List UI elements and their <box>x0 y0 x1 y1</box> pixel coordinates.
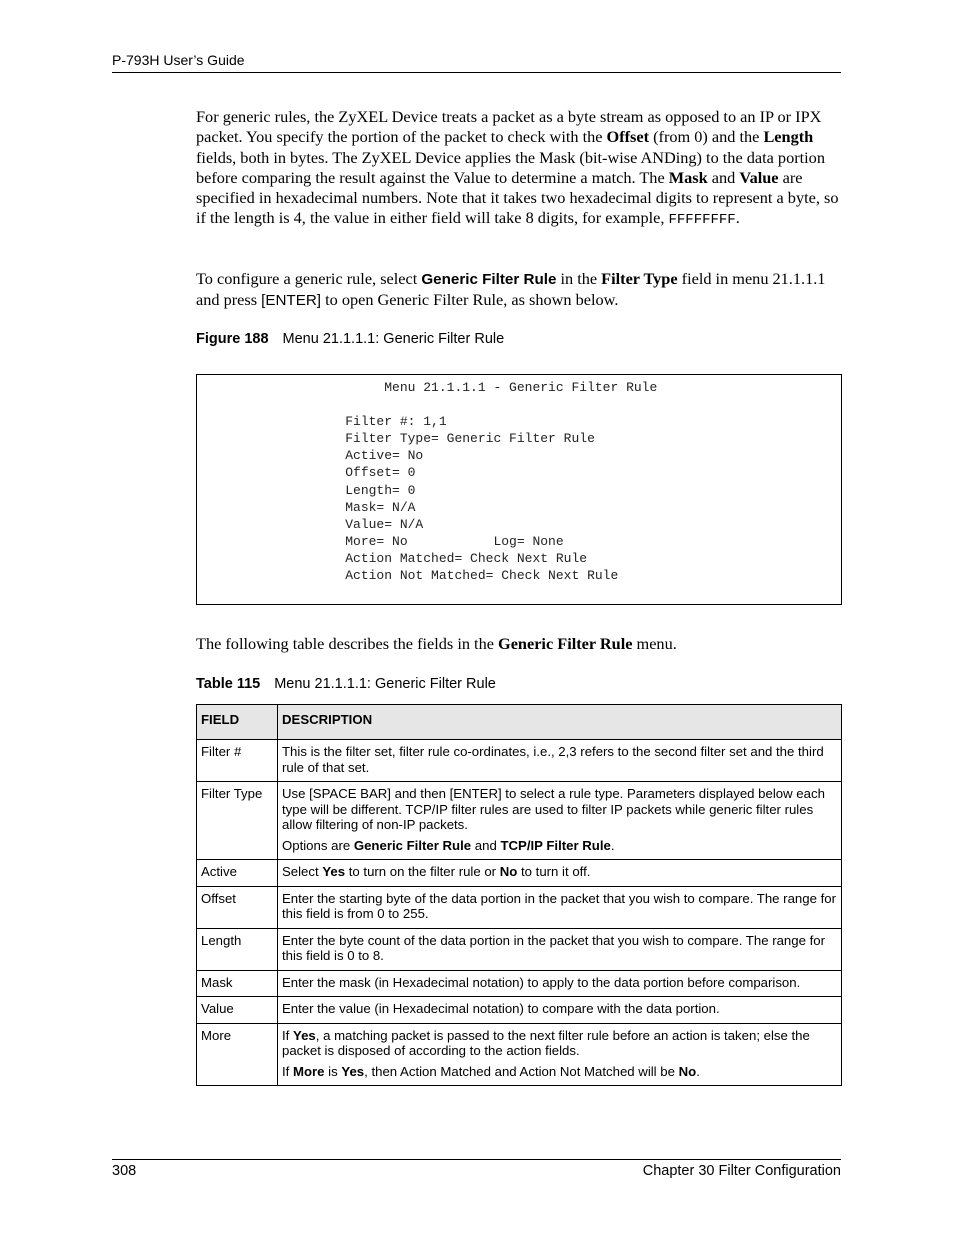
field-description-cell <box>278 997 842 1024</box>
field-description-cell <box>278 970 842 997</box>
table-row <box>197 886 842 928</box>
table-row <box>197 1023 842 1086</box>
description-paragraph: Options are Generic Filter Rule and TCP/IP Filter Rule. <box>282 837 615 853</box>
field-name-cell: Mask <box>197 970 278 997</box>
table-row <box>197 970 842 997</box>
chapter-title: Chapter 30 Filter Configuration <box>642 1163 841 1179</box>
field-name-cell: Active <box>197 860 278 887</box>
table-caption <box>196 676 496 692</box>
description-paragraph: Use [SPACE BAR] and then [ENTER] to select a rule type. Parameters displayed below each type will be different. TCP/IP filter rules are used to filter IP packets while generic filter rules allow filtering of non-IP packets. <box>282 786 825 832</box>
terminal-screen <box>196 374 842 605</box>
field-name-cell: Filter Type <box>197 782 278 860</box>
page-number: 308 <box>112 1163 137 1179</box>
figure-title: Menu 21.1.1.1: Generic Filter Rule <box>282 331 505 347</box>
intro-paragraph-2: To configure a generic rule, select Generic Filter Rule in the Filter Type field in menu 21.1.1.1 and press [ENTER] to open Generic Filter Rule, as shown below. <box>196 269 826 310</box>
field-name-cell: Offset <box>197 886 278 928</box>
fields-table <box>196 704 842 1086</box>
terminal-text: Menu 21.1.1.1 - Generic Filter Rule Filter #: 1,1 Filter Type= Generic Filter Rule Active= No Offset= 0 Length= 0 Mask= N/A Value= N/A More= No Log= None Action Matched= Check Next Rule Action Not Matched= Check Next Rule <box>345 380 658 584</box>
figure-caption <box>196 331 504 347</box>
header-field: FIELD <box>197 705 278 740</box>
guide-title: P-793H User’s Guide <box>112 52 245 68</box>
field-description-cell <box>278 1023 842 1086</box>
description-paragraph: This is the filter set, filter rule co-ordinates, i.e., 2,3 refers to the second filter set and the third rule of that set. <box>282 744 824 775</box>
description-paragraph: If Yes, a matching packet is passed to the next filter rule before an action is taken; else the packet is disposed of according to the action fields. <box>282 1027 810 1058</box>
table-title: Menu 21.1.1.1: Generic Filter Rule <box>274 676 496 692</box>
description-paragraph: Enter the starting byte of the data portion in the packet that you wish to compare. The range for this field is from 0 to 255. <box>282 890 836 921</box>
description-paragraph: Enter the mask (in Hexadecimal notation) to apply to the data portion before comparison. <box>282 974 801 990</box>
table-label: Table 115 <box>196 676 261 692</box>
table-row <box>197 740 842 782</box>
figure-label: Figure 188 <box>196 331 269 347</box>
field-name-cell: More <box>197 1023 278 1086</box>
table-row <box>197 997 842 1024</box>
page-footer <box>112 1159 841 1179</box>
intro-paragraph-1: For generic rules, the ZyXEL Device treats a packet as a byte stream as opposed to an IP or IPX packet. You specify the portion of the packet to check with the Offset (from 0) and the Length fields, both in bytes. The ZyXEL Device applies the Mask (bit-wise ANDing) to the data portion before comparing the result against the Value to determine a match. The Mask and Value are specified in hexadecimal numbers. Note that it takes two hexadecimal digits to represent a byte, so if the length is 4, the value in either field will take 8 digits, for example, FFFFFFFF. <box>196 107 839 229</box>
header-description: DESCRIPTION <box>278 705 842 740</box>
field-description-cell <box>278 860 842 887</box>
table-row <box>197 782 842 860</box>
field-description-cell <box>278 886 842 928</box>
table-row <box>197 860 842 887</box>
field-description-cell <box>278 740 842 782</box>
field-name-cell: Filter # <box>197 740 278 782</box>
description-paragraph: Select Yes to turn on the filter rule or No to turn it off. <box>282 864 591 879</box>
field-description-cell <box>278 782 842 860</box>
description-paragraph: Enter the byte count of the data portion in the packet that you wish to compare. The range for this field is 0 to 8. <box>282 932 825 963</box>
table-row <box>197 928 842 970</box>
field-name-cell: Length <box>197 928 278 970</box>
field-description-cell <box>278 928 842 970</box>
page-header <box>112 52 841 73</box>
table-header-row <box>197 705 842 740</box>
description-paragraph: Enter the value (in Hexadecimal notation) to compare with the data portion. <box>282 1001 720 1016</box>
table-intro-paragraph: The following table describes the fields in the Generic Filter Rule menu. <box>196 634 677 653</box>
description-paragraph: If More is Yes, then Action Matched and Action Not Matched will be No. <box>282 1063 700 1079</box>
field-name-cell: Value <box>197 997 278 1024</box>
